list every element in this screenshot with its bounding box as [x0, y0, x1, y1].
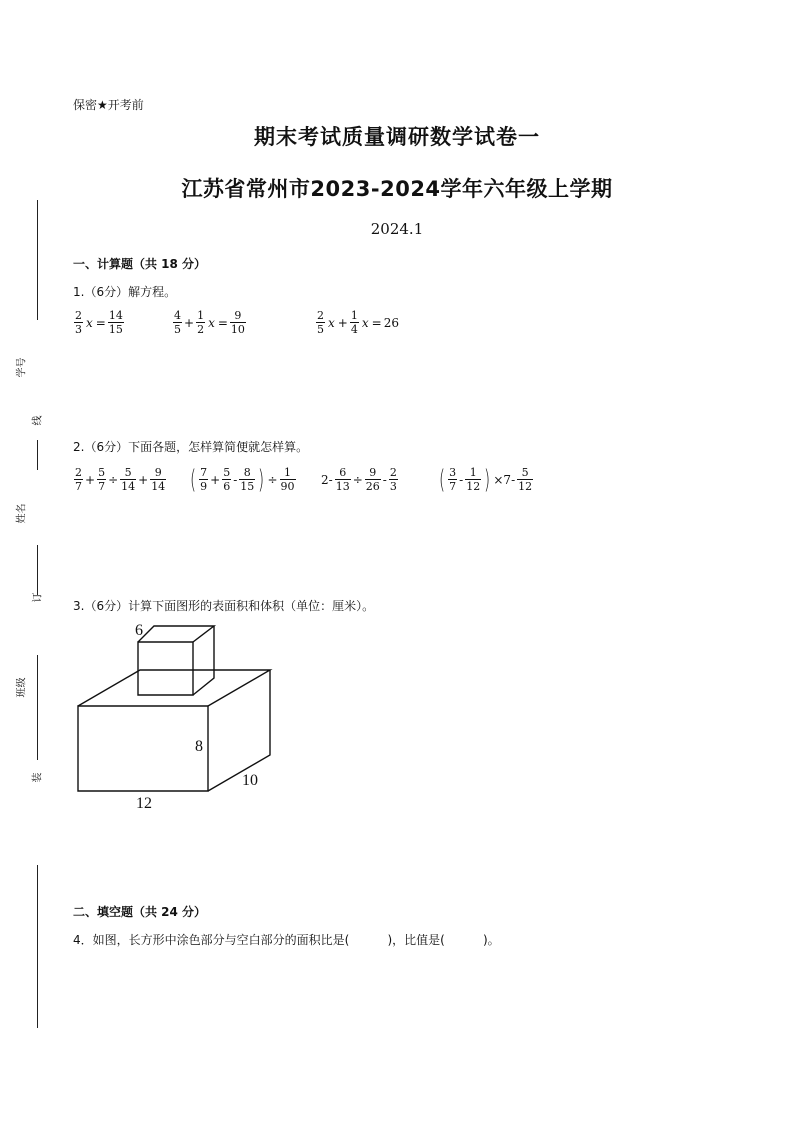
q1-equation-3: $\frac{2}{5}$ x + $\frac{1}{4}$ x = 26	[317, 309, 399, 336]
cube-side-edges	[193, 626, 214, 695]
margin-line-char: 线	[32, 415, 44, 426]
q1-equation-2: $\frac{4}{5}$ + $\frac{1}{2}$ x = $\frac{9}{10}$	[174, 309, 245, 336]
depth-label: 10	[242, 772, 258, 789]
cube-top-edges	[138, 626, 214, 642]
exam-title: 期末考试质量调研数学试卷一	[254, 125, 540, 149]
height-label: 8	[195, 738, 203, 755]
q1-prompt: 1.（6分）解方程。	[73, 285, 177, 299]
confidential-note: 保密★开考前	[73, 98, 144, 112]
margin-line-b	[37, 545, 38, 595]
section2-title: 二、填空题（共 24 分）	[73, 905, 207, 919]
margin-student-no: 学号	[16, 357, 28, 378]
q1-equation-1: $\frac{2}{3}$ x = $\frac{14}{15}$	[75, 309, 123, 336]
margin-line-top	[37, 200, 38, 320]
q2-expression-1: $\frac{2}{7}$ + $\frac{5}{7}$ ÷ $\frac{5}{14}$ + $\frac{9}{14}$	[75, 466, 166, 493]
exam-subtitle: 江苏省常州市2023-2024学年六年级上学期	[181, 177, 613, 201]
margin-line-a	[37, 440, 38, 470]
q2-expression-2: ( $\frac{7}{9}$ + $\frac{5}{6}$ - $\frac{8}{15}$ ) ÷ $\frac{1}{90}$	[190, 464, 295, 495]
section1-title: 一、计算题（共 18 分）	[73, 257, 207, 271]
margin-ding-char: 订	[32, 592, 44, 603]
cube-front-face	[138, 642, 193, 695]
margin-line-c	[37, 655, 38, 760]
q3-prompt: 3.（6分）计算下面图形的表面积和体积（单位：厘米）。	[73, 599, 375, 613]
margin-line-bottom	[37, 865, 38, 1028]
margin-name: 姓名	[16, 503, 28, 524]
q4-text: 4．如图，长方形中涂色部分与空白部分的面积比是( )，比值是( )。	[73, 933, 500, 947]
exam-date: 2024.1	[370, 220, 424, 238]
q2-expression-3: 2- $\frac{6}{13}$ ÷ $\frac{9}{26}$ - $\frac{2}{3}$	[321, 466, 397, 493]
cuboid-front-face	[78, 706, 208, 791]
solid-figure	[70, 618, 290, 818]
cube-edge-label: 6	[135, 622, 143, 639]
margin-class: 班级	[16, 677, 28, 698]
q2-expression-4: ( $\frac{3}{7}$ - $\frac{1}{12}$ ) ×7- $\frac{5}{12}$	[439, 464, 533, 495]
q2-prompt: 2.（6分）下面各题，怎样算简便就怎样算。	[73, 440, 309, 454]
cuboid-top-edges	[78, 670, 270, 706]
length-label: 12	[136, 795, 152, 812]
margin-zhuang-char: 装	[32, 772, 44, 783]
